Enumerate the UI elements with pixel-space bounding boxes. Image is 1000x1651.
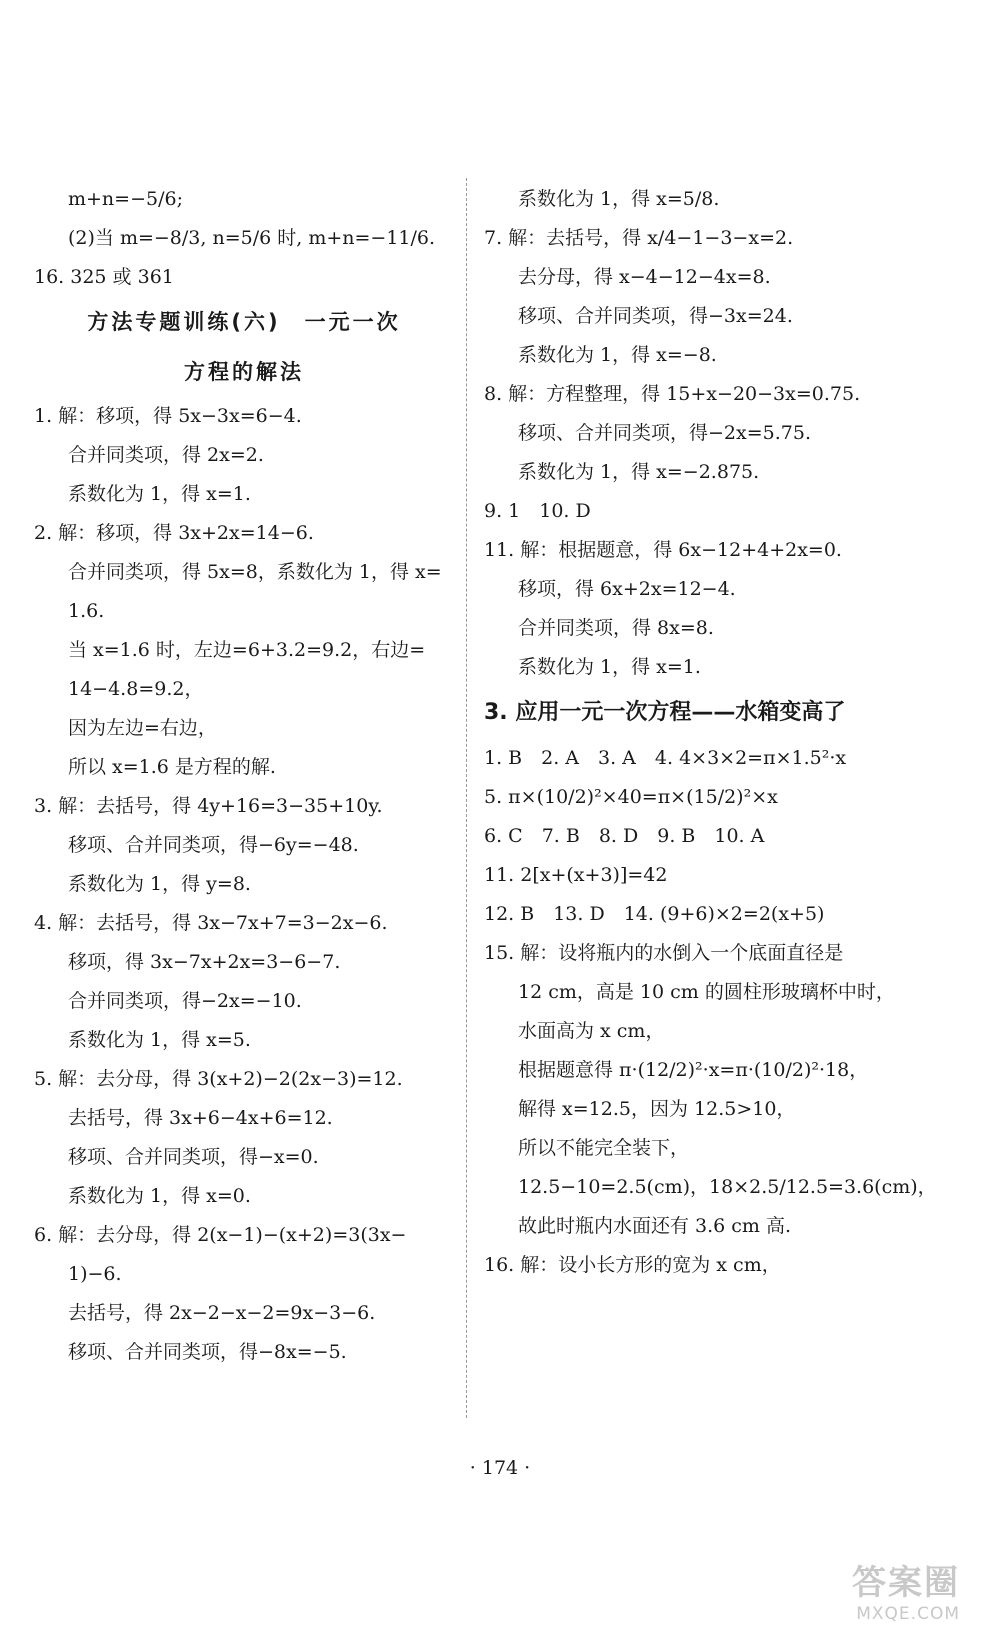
answer-line: 当 x=1.6 时，左边=6+3.2=9.2，右边= [68,639,426,661]
answer-line: 合并同类项，得 2x=2. [68,444,264,466]
answer-line: 解得 x=12.5，因为 12.5>10， [518,1098,796,1120]
answer-line: 所以不能完全装下， [518,1137,690,1159]
answer-line: 7. 解：去括号，得 x/4−1−3−x=2. [484,227,794,249]
page-number: · 174 · [469,1457,531,1479]
answer-line: 2. 解：移项，得 3x+2x=14−6. [34,522,314,544]
answer-line: 9. 1 10. D [484,500,591,522]
answer-line: 移项，得 3x−7x+2x=3−6−7. [68,951,341,973]
answer-line: 移项、合并同类项，得−6y=−48. [68,834,359,856]
section-title: 方程的解法 [184,360,304,384]
answer-line: 5. 解：去分母，得 3(x+2)−2(2x−3)=12. [34,1068,403,1090]
watermark [852,1555,960,1624]
answer-line: 系数化为 1，得 x=−2.875. [518,461,760,483]
answer-line: 因为左边=右边， [68,717,217,739]
answer-line: 14−4.8=9.2， [68,678,204,700]
column-divider [466,178,467,1418]
answer-line: 所以 x=1.6 是方程的解. [68,756,276,778]
answer-line: 移项，得 6x+2x=12−4. [518,578,736,600]
watermark-url: MXQE.COM [856,1604,960,1624]
answer-line: 8. 解：方程整理，得 15+x−20−3x=0.75. [484,383,861,405]
left-column [34,180,454,1372]
answer-line: 系数化为 1，得 x=1. [68,483,251,505]
watermark-logo-text: 答案圈 [852,1563,960,1603]
answer-line: 11. 2[x+(x+3)]=42 [484,864,668,886]
answer-line: 系数化为 1，得 x=−8. [518,344,717,366]
answer-line: 系数化为 1，得 y=8. [68,873,251,895]
answer-line: 移项、合并同类项，得−8x=−5. [68,1341,347,1363]
answer-line: 故此时瓶内水面还有 3.6 cm 高. [518,1215,792,1237]
answer-line: 系数化为 1，得 x=5. [68,1029,251,1051]
section-heading: 3. 应用一元一次方程——水箱变高了 [484,700,846,725]
answer-line: 去分母，得 x−4−12−4x=8. [518,266,771,288]
answer-line: 移项、合并同类项，得−3x=24. [518,305,793,327]
answer-line: 12.5−10=2.5(cm)，18×2.5/12.5=3.6(cm)， [518,1176,937,1198]
answer-line: 系数化为 1，得 x=0. [68,1185,251,1207]
answer-line: 4. 解：去括号，得 3x−7x+7=3−2x−6. [34,912,388,934]
answer-line: 1)−6. [68,1263,122,1285]
answer-line: 系数化为 1，得 x=1. [518,656,701,678]
answer-line: 12. B 13. D 14. (9+6)×2=2(x+5) [484,903,825,925]
section-title: 方法专题训练(六) 一元一次 [87,310,401,334]
answer-line: (2)当 m=−8/3, n=5/6 时, m+n=−11/6. [68,227,436,249]
answer-line: 根据题意得 π·(12/2)²·x=π·(10/2)²·18， [518,1059,869,1081]
answer-line: 系数化为 1，得 x=5/8. [518,188,720,210]
answer-line: 6. C 7. B 8. D 9. B 10. A [484,825,765,847]
answer-line: 1.6. [68,600,105,622]
answer-line: 水面高为 x cm， [518,1020,665,1042]
answer-line: 去括号，得 2x−2−x−2=9x−3−6. [68,1302,376,1324]
answer-line: 移项、合并同类项，得−x=0. [68,1146,319,1168]
answer-line: m+n=−5/6; [68,188,183,210]
right-column [484,180,937,1285]
answer-line: 12 cm，高是 10 cm 的圆柱形玻璃杯中时， [518,981,895,1003]
answer-line: 11. 解：根据题意，得 6x−12+4+2x=0. [484,539,842,561]
answer-line: 合并同类项，得−2x=−10. [68,990,302,1012]
answer-line: 6. 解：去分母，得 2(x−1)−(x+2)=3(3x− [34,1224,407,1246]
answer-line: 合并同类项，得 8x=8. [518,617,714,639]
answer-line: 16. 解：设小长方形的宽为 x cm， [484,1254,781,1276]
answer-line: 16. 325 或 361 [34,266,174,288]
answer-line: 1. B 2. A 3. A 4. 4×3×2=π×1.5²·x [484,747,847,769]
answer-line: 合并同类项，得 5x=8，系数化为 1，得 x= [68,561,442,583]
answer-line: 15. 解：设将瓶内的水倒入一个底面直径是 [484,942,844,964]
answer-line: 3. 解：去括号，得 4y+16=3−35+10y. [34,795,383,817]
answer-line: 去括号，得 3x+6−4x+6=12. [68,1107,333,1129]
answer-line: 移项、合并同类项，得−2x=5.75. [518,422,811,444]
answer-line: 5. π×(10/2)²×40=π×(15/2)²×x [484,786,778,808]
answer-line: 1. 解：移项，得 5x−3x=6−4. [34,405,302,427]
